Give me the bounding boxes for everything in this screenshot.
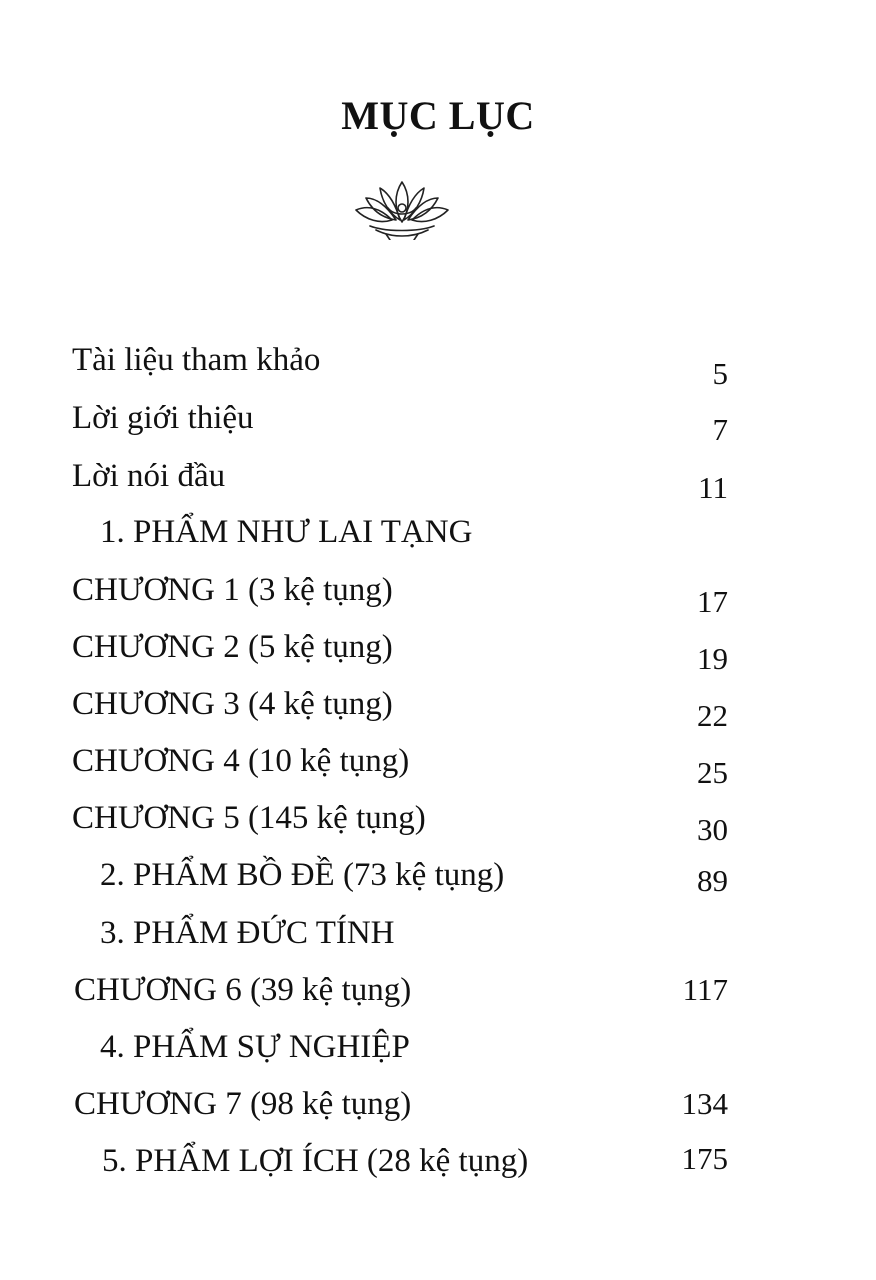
toc-entry-label: 1. PHẨM NHƯ LAI TẠNG — [100, 514, 473, 550]
toc-entry-page: 134 — [681, 1086, 728, 1121]
toc-section-heading[interactable] — [0, 514, 876, 566]
toc-entry-page: 117 — [682, 972, 728, 1007]
toc-entry-label: CHƯƠNG 7 (98 kệ tụng) — [74, 1086, 412, 1122]
toc-entry-page: 11 — [698, 470, 728, 505]
toc-entry-page: 7 — [712, 412, 728, 447]
toc-entry-label: Lời giới thiệu — [72, 400, 254, 436]
toc-entry-page: 30 — [697, 812, 728, 847]
toc-entry[interactable] — [0, 972, 876, 1024]
toc-entry-label: 5. PHẨM LỢI ÍCH (28 kệ tụng) — [102, 1143, 529, 1179]
toc-section-heading[interactable] — [0, 915, 876, 967]
toc-entry-page: 89 — [697, 863, 728, 898]
toc-entry[interactable] — [0, 342, 876, 394]
toc-entry-page: 17 — [697, 584, 728, 619]
toc-section-heading[interactable] — [0, 1143, 876, 1195]
toc-entry[interactable] — [0, 1086, 876, 1138]
toc-entry[interactable] — [0, 572, 876, 624]
toc-entry-label: CHƯƠNG 1 (3 kệ tụng) — [72, 572, 393, 608]
toc-entry-page: 22 — [697, 698, 728, 733]
toc-entry-page: 25 — [697, 755, 728, 790]
toc-entry[interactable] — [0, 800, 876, 852]
toc-entry-page: 175 — [681, 1141, 728, 1176]
toc-section-heading[interactable] — [0, 1029, 876, 1081]
toc-entry-label: CHƯƠNG 3 (4 kệ tụng) — [72, 686, 393, 722]
toc-entry-label: Lời nói đầu — [72, 458, 226, 494]
toc-entry[interactable] — [0, 629, 876, 681]
toc-entry-label: 4. PHẨM SỰ NGHIỆP — [100, 1029, 410, 1065]
toc-entry[interactable] — [0, 686, 876, 738]
toc-entry[interactable] — [0, 458, 876, 510]
page-title: MỤC LỤC — [341, 93, 535, 138]
toc-entry-label: CHƯƠNG 5 (145 kệ tụng) — [72, 800, 426, 836]
toc-entry-label: Tài liệu tham khảo — [72, 342, 321, 378]
toc-entry-page: 19 — [697, 641, 728, 676]
toc-entry-page: 5 — [712, 356, 728, 391]
toc-entry-label: 2. PHẨM BỒ ĐỀ (73 kệ tụng) — [100, 857, 505, 893]
toc-entry-label: CHƯƠNG 2 (5 kệ tụng) — [72, 629, 393, 665]
toc-entry-label: 3. PHẨM ĐỨC TÍNH — [100, 915, 395, 951]
toc-entry-label: CHƯƠNG 6 (39 kệ tụng) — [74, 972, 412, 1008]
toc-entry[interactable] — [0, 743, 876, 795]
toc-entry[interactable] — [0, 400, 876, 452]
toc-section-heading[interactable] — [0, 857, 876, 909]
toc-entry-label: CHƯƠNG 4 (10 kệ tụng) — [72, 743, 410, 779]
